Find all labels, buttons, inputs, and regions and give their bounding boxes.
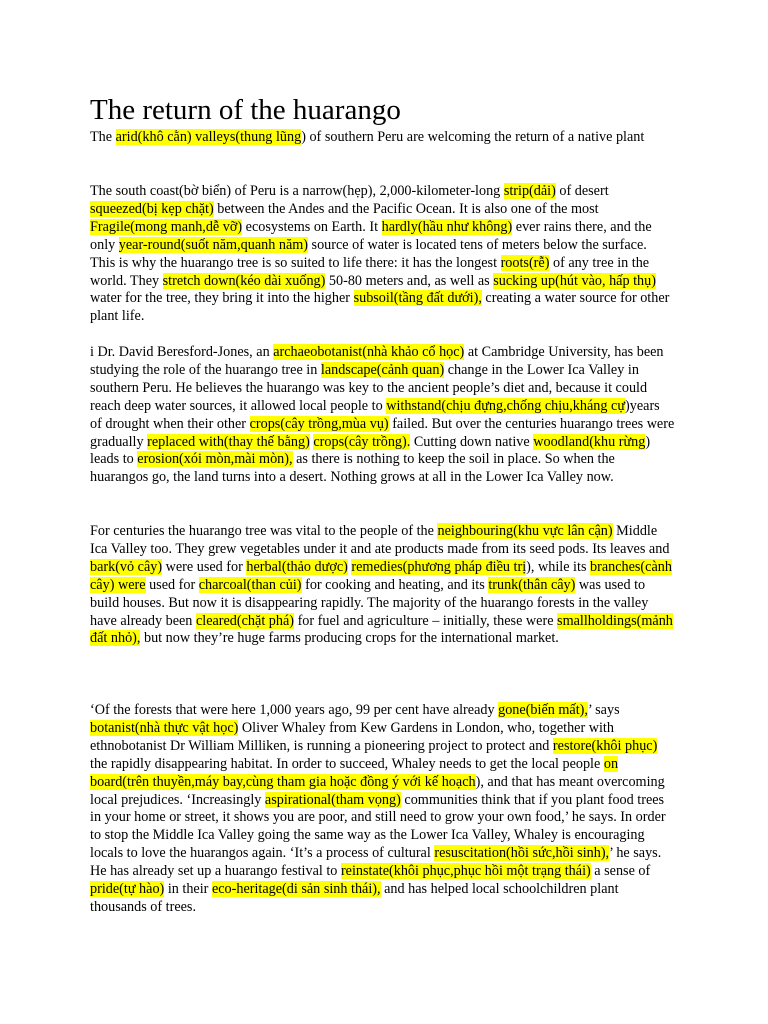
highlighted-term: strip(dải) <box>503 183 556 199</box>
paragraph-south-coast <box>90 183 675 326</box>
text-run: i Dr. David Beresford-Jones, an <box>90 344 274 360</box>
text-run: failed. But over the centuries huarango trees were gradually <box>90 415 675 450</box>
text-run: ), while its <box>526 558 591 575</box>
highlighted-term: restore(khôi phục) <box>552 737 658 754</box>
highlighted-term: crops(cây trồng,mùa vụ) <box>249 415 389 432</box>
highlighted-term: botanist(nhà thực vật học) <box>90 719 239 736</box>
text-run: communities think that if you plant food trees in your home or street, it shows you are poor, and still need to grow your own food,’ he says. In order to stop the Middle Ica Valley going the same way as the Lower Ica Valley, Whaley is encouraging locals to love the huarangos again. ‘It’s a process of cultural <box>90 791 666 862</box>
highlighted-term: year-round(suốt năm,quanh năm) <box>118 236 308 253</box>
text-run: at Cambridge University, has been studying the role of the huarango tree in <box>90 344 664 378</box>
highlighted-term: woodland(khu rừng <box>533 433 646 450</box>
highlighted-term: eco-heritage(di sản sinh thái), <box>211 881 381 898</box>
highlighted-term: arid(khô cằn) valleys(thung lũng <box>115 129 302 145</box>
highlighted-term: hardly(hầu như không) <box>381 218 513 235</box>
document-title: The return of the huarango <box>90 94 401 126</box>
text-run: used for <box>145 576 199 593</box>
highlighted-term: branches(cành cây) were <box>90 558 672 593</box>
text-run: ‘Of the forests that were here 1,000 years ago, 99 per cent have already <box>90 702 499 718</box>
text-run: The south coast(bờ biển) of Peru is a narrow(hẹp), 2,000-kilometer-long <box>90 183 504 199</box>
paragraph-middle-ica-valley <box>90 523 675 648</box>
text-run: and has helped local schoolchildren plant thousands of trees. <box>90 881 619 915</box>
highlighted-term: crops(cây trồng). <box>313 433 411 450</box>
text-run: source of water is located tens of meters below the surface. This is why the huarango tree is so suited to life there: it has the longest <box>90 236 647 271</box>
text-run: The <box>90 129 116 145</box>
text-run: a sense of <box>590 863 651 880</box>
highlighted-term: Fragile(mong manh,dễ vỡ) <box>90 218 243 235</box>
highlighted-term: replaced with(thay thế bằng) <box>147 433 310 450</box>
highlighted-term: smallholdings(mảnh đất nhỏ), <box>90 612 673 647</box>
text-run: was used to build houses. But now it is disappearing rapidly. The majority of the huarango forests in the valley have already been <box>90 576 649 629</box>
text-run: creating a water source for other plant life. <box>90 290 670 325</box>
text-run: 50-80 meters and, as well as <box>325 272 494 289</box>
paragraph-intro <box>90 129 675 147</box>
highlighted-term: neighbouring(khu vực lân cận) <box>437 523 613 539</box>
highlighted-term: cleared(chặt phá) <box>195 612 295 629</box>
text-run: were used for <box>162 558 247 575</box>
text-run: ), and that has meant overcoming local prejudices. ‘Increasingly <box>90 773 665 808</box>
highlighted-term: erosion(xói mòn,mài mòn), <box>137 451 293 468</box>
text-run: between the Andes and the Pacific Ocean. It is also one of the most <box>213 200 599 217</box>
text-run: for cooking and heating, and its <box>301 576 489 593</box>
highlighted-term: squeezed(bị kẹp chặt) <box>90 200 214 217</box>
highlighted-term: resuscitation(hồi sức,hồi sinh), <box>434 845 610 862</box>
text-run: the rapidly disappearing habitat. In order to succeed, Whaley needs to get the local people <box>90 755 604 772</box>
highlighted-term: sucking up(hút vào, hấp thụ) <box>493 272 656 289</box>
text-run: )years of drought when their other <box>90 397 660 432</box>
text-run: Cutting down native <box>410 433 534 450</box>
highlighted-term: gone(biến mất), <box>498 702 588 718</box>
paragraph-beresford-jones <box>90 344 675 487</box>
text-run: for fuel and agriculture – initially, these were <box>294 612 558 629</box>
highlighted-term: pride(tự hào) <box>90 881 165 898</box>
text-run: ’ says <box>587 702 620 718</box>
text-run: but now they’re huge farms producing crops for the international market. <box>140 630 559 647</box>
text-run: For centuries the huarango tree was vital to the people of the <box>90 523 438 539</box>
text-run: ’ he says. He has already set up a huarango festival to <box>90 845 662 880</box>
text-run: water for the tree, they bring it into the higher <box>90 290 354 307</box>
text-run: change in the Lower Ica Valley in southern Peru. He believes the huarango was key to the ancient people’s diet and, because it could reach deep water sources, it allowed local people to <box>90 361 648 414</box>
highlighted-term: aspirational(tham vọng) <box>264 791 401 808</box>
text-run: in their <box>164 881 212 898</box>
text-run: Oliver Whaley from Kew Gardens in London, who, together with ethnobotanist Dr William Milliken, is running a pioneering project to protect and <box>90 719 614 754</box>
highlighted-term: reinstate(khôi phục,phục hồi một trạng thái) <box>340 863 591 880</box>
highlighted-term: archaeobotanist(nhà khảo cổ học) <box>273 344 465 360</box>
highlighted-term: herbal(thảo dược) <box>246 558 348 575</box>
highlighted-term: bark(vỏ cây) <box>90 558 163 575</box>
text-run: as there is nothing to keep the soil in place. So when the huarangos go, the land turns into a desert. Nothing grows at all in the Lower Ica Valley now. <box>90 451 615 486</box>
highlighted-term: landscape(cảnh quan) <box>320 361 445 378</box>
highlighted-term: on board(trên thuyền,máy bay,cùng tham gia hoặc đồng ý với kế hoạch <box>90 755 619 790</box>
highlighted-term: withstand(chịu đựng,chống chịu,kháng cự <box>386 397 626 414</box>
highlighted-term: subsoil(tầng đất dưới), <box>353 290 482 307</box>
text-run: ecosystems on Earth. It <box>242 218 382 235</box>
highlighted-term: trunk(thân cây) <box>488 576 576 593</box>
highlighted-term: remedies(phương pháp điều trị <box>351 558 527 575</box>
text-run: ever rains there, and the only <box>90 218 652 253</box>
highlighted-term: charcoal(than củi) <box>198 576 302 593</box>
highlighted-term: stretch down(kéo dài xuống) <box>162 272 326 289</box>
text-run: ) of southern Peru are welcoming the return of a native plant <box>301 129 645 145</box>
paragraph-whaley-project <box>90 702 675 917</box>
text-run: of desert <box>555 183 609 199</box>
text-run: ) leads to <box>90 433 651 468</box>
highlighted-term: roots(rễ) <box>500 254 550 271</box>
text-run: Middle Ica Valley too. They grew vegetables under it and ate products made from its seed pods. Its leaves and <box>90 523 670 557</box>
text-run: of any tree in the world. They <box>90 254 650 289</box>
